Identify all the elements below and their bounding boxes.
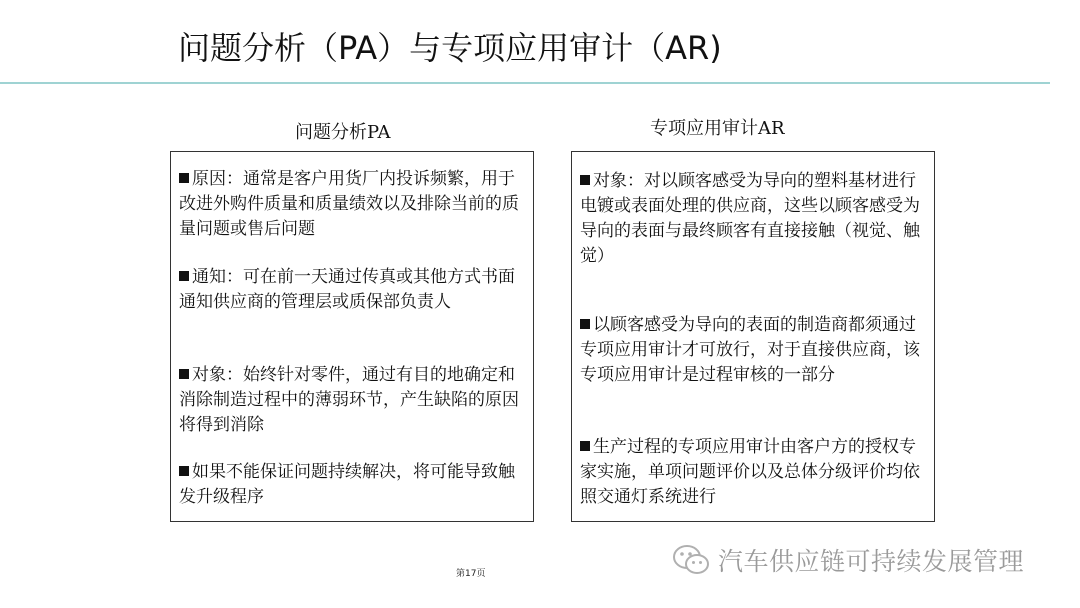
ar-item-text: 对象：对以顾客感受为导向的塑料基材进行电镀或表面处理的供应商，这些以顾客感受为导向的表面与最终顾客有直接接触（视觉、触觉） — [580, 171, 920, 266]
page-number: 第17页 — [456, 569, 486, 579]
pa-item-text: 如果不能保证问题持续解决，将可能导致触发升级程序 — [179, 462, 515, 507]
pa-item-text: 通知：可在前一天通过传真或其他方式书面通知供应商的管理层或质保部负责人 — [179, 267, 515, 312]
square-bullet-icon — [179, 369, 189, 379]
wechat-icon — [672, 542, 710, 578]
title-divider — [0, 82, 1050, 84]
watermark — [672, 540, 1024, 580]
pa-item-object — [179, 363, 523, 438]
ar-item-object — [580, 169, 925, 269]
square-bullet-icon — [580, 441, 590, 451]
pa-item-text: 原因：通常是客户用货厂内投诉频繁，用于改进外购件质量和质量绩效以及排除当前的质量问题或售后问题 — [179, 169, 519, 239]
square-bullet-icon — [179, 271, 189, 281]
pa-heading: 问题分析PA — [295, 122, 391, 143]
slide-title: 问题分析（PA）与专项应用审计（AR) — [178, 29, 722, 67]
pa-item-escalation — [179, 460, 523, 510]
square-bullet-icon — [580, 319, 590, 329]
pa-box — [170, 151, 534, 522]
pa-item-cause — [179, 167, 529, 242]
pa-item-text: 对象：始终针对零件，通过有目的地确定和消除制造过程中的薄弱环节，产生缺陷的原因将得到消除 — [179, 365, 519, 435]
ar-item-audit — [580, 435, 925, 510]
pa-item-notice — [179, 265, 521, 315]
ar-item-text: 生产过程的专项应用审计由客户方的授权专家实施，单项问题评价以及总体分级评价均依照交通灯系统进行 — [580, 437, 920, 507]
ar-heading: 专项应用审计AR — [650, 118, 785, 139]
ar-box — [571, 151, 935, 522]
watermark-text: 汽车供应链可持续发展管理 — [718, 547, 1025, 576]
ar-item-text: 以顾客感受为导向的表面的制造商都须通过专项应用审计才可放行，对于直接供应商，该专项应用审计是过程审核的一部分 — [580, 315, 920, 385]
square-bullet-icon — [580, 175, 590, 185]
ar-item-release — [580, 313, 925, 388]
square-bullet-icon — [179, 466, 189, 476]
square-bullet-icon — [179, 173, 189, 183]
